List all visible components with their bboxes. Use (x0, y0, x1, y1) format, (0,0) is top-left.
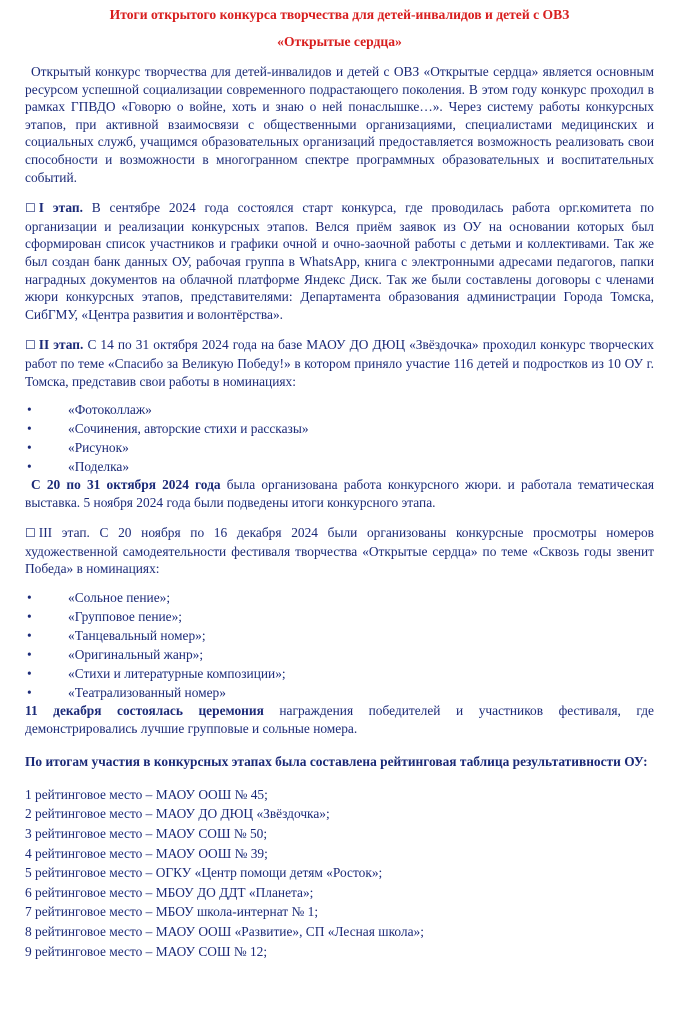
list-item: • «Сочинения, авторские стихи и рассказы» (25, 419, 654, 438)
stage1-text: В сентябре 2024 года состоялся старт конкурса, где проводилась работа орг.комитета по организации и реализации конкурсных этапов. Велся приём заявок из ОУ на основании которых был сформирован список участников и графики очной и очно-заочной работы с детьми и коллективами. Так же был создан банк данных ОУ, рабочая группа в WhatsApp, книга с электронными адресами педагогов, папки наградных документов на облачной платформе Яндекс Диск. Так же были составлены договоры с членами жюри конкурсных этапов, представителями: Департамента образования администрации Города Томска, СибГМУ, «Центра развития и волонтёрства». (25, 200, 655, 322)
stage3-paragraph (25, 524, 654, 578)
jury-text: была организована работа конкурсного жюри. и работала тематическая выставка. 5 ноября 2024 года были подведены итоги конкурсного этапа. (25, 477, 654, 510)
ceremony-date: 11 декабря состоялась церемония (25, 703, 264, 719)
results-heading (25, 753, 654, 771)
ranking-list (25, 785, 654, 961)
list-item: • «Фотоколлаж» (25, 400, 654, 419)
stage2-nominations (25, 400, 654, 476)
list-item: • «Сольное пение»; (25, 588, 654, 607)
list-item: • «Танцевальный номер»; (25, 626, 654, 645)
ceremony-text: награждения победителей и участников фестиваля, где демонстрировались лучшие групповые и сольные номера. (25, 703, 654, 736)
list-item: 3 рейтинговое место – МАОУ СОШ № 50; (25, 826, 268, 842)
document-title: Итоги открытого конкурса творчества для детей-инвалидов и детей с ОВЗ (109, 7, 570, 22)
stage2-text: С 14 по 31 октября 2024 года на базе МАОУ ДО ДЮЦ «Звёздочка» проходил конкурс творческих работ по теме «Спасибо за Великую Победу!» в котором приняло участие 116 детей и подростков из 10 ОУ г. Томска, представив свои работы в номинациях: (25, 337, 654, 389)
stage2-jury-paragraph (25, 476, 654, 511)
list-item: • «Оригинальный жанр»; (25, 645, 654, 664)
list-item: 4 рейтинговое место – МАОУ ООШ № 39; (25, 845, 268, 861)
stage2-label: II этап. (38, 337, 84, 353)
list-item: • «Стихи и литературные композиции»; (25, 664, 654, 683)
intro-paragraph: Открытый конкурс творчества для детей-инвалидов и детей с ОВЗ «Открытые сердца» является основным ресурсом успешной социализации современного подрастающего поколения. В этом году конкурс проходил в рамках ГПВДО «Говорю о войне, хоть и знаю о ней понаслышке…». Через систему работы конкурсных этапов, при активной взаимосвязи с общественными организациями, специалистами медицинских и социальных служб, учащимся образовательных организаций предоставляется возможность реализовать свои способности и возможности в многогранном спектре программных образовательных и воспитательных событий. (25, 64, 654, 185)
document-subtitle: «Открытые сердца» (277, 34, 402, 49)
list-item: 5 рейтинговое место – ОГКУ «Центр помощи детям «Росток»; (25, 865, 383, 881)
ceremony-paragraph (25, 702, 654, 737)
checkbox-icon: ☐ (25, 526, 36, 541)
list-item: 8 рейтинговое место – МАОУ ООШ «Развитие», СП «Лесная школа»; (25, 924, 424, 939)
list-item: • «Театрализованный номер» (25, 683, 654, 702)
list-item: • «Поделка» (25, 457, 654, 476)
stage1-paragraph (25, 199, 654, 323)
list-item: 7 рейтинговое место – МБОУ школа-интернат № 1; (25, 904, 319, 920)
list-item: • «Групповое пение»; (25, 607, 654, 626)
list-item: 6 рейтинговое место – МБОУ ДО ДДТ «Планета»; (25, 884, 314, 900)
list-item: 2 рейтинговое место – МАОУ ДО ДЮЦ «Звёздочка»; (25, 806, 330, 822)
checkbox-icon: ☐ (25, 201, 36, 216)
stage3-nominations (25, 588, 654, 702)
list-item: 9 рейтинговое место – МАОУ СОШ № 12; (25, 943, 268, 959)
stage2-paragraph (25, 336, 654, 390)
stage1-label: I этап. (38, 200, 83, 216)
list-item: 1 рейтинговое место – МАОУ ООШ № 45; (25, 786, 268, 802)
jury-dates: С 20 по 31 октября 2024 года (31, 477, 221, 493)
list-item: • «Рисунок» (25, 438, 654, 457)
stage3-text: III этап. С 20 ноября по 16 декабря 2024 были организованы конкурсные просмотры номеров художественной самодеятельности фестиваля творчества «Открытые сердца» по теме «Сквозь годы звенит Победа» в номинациях: (25, 525, 654, 577)
checkbox-icon: ☐ (25, 338, 36, 353)
results-heading-text: По итогам участия в конкурсных этапах была составлена рейтинговая таблица результативности ОУ: (25, 754, 648, 770)
